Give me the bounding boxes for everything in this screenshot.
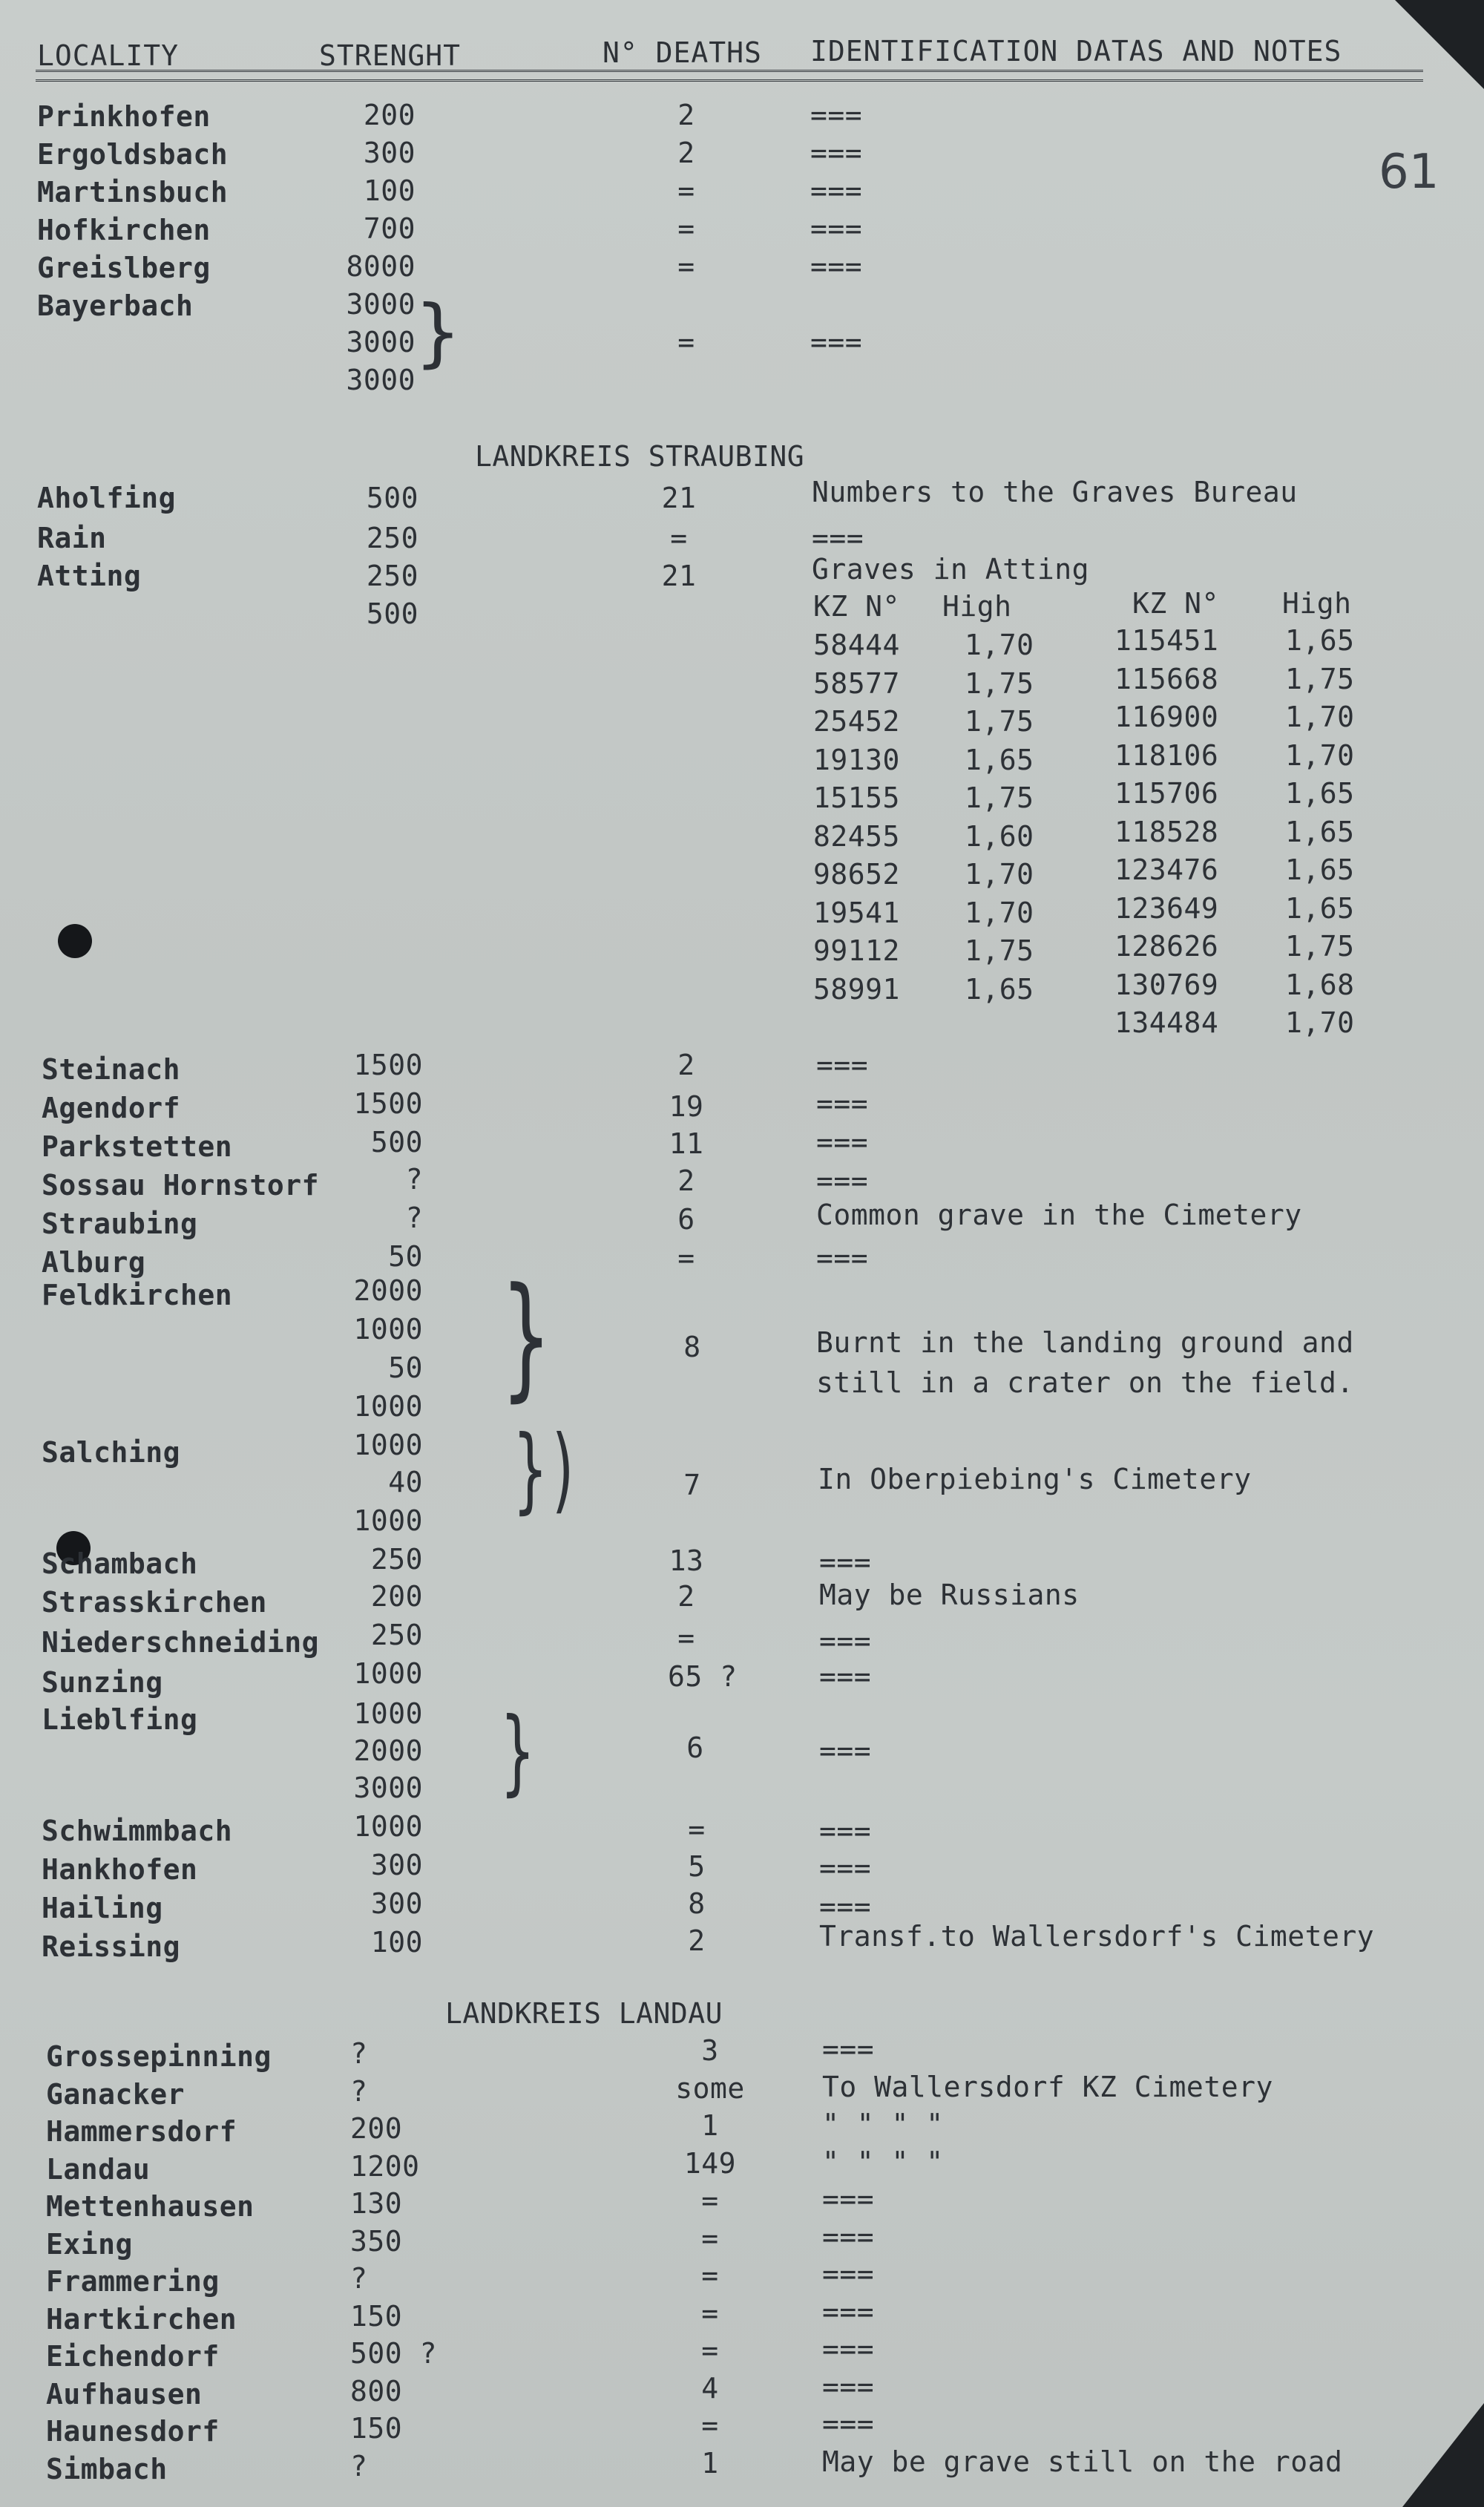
kz-number: 25452 bbox=[813, 705, 900, 738]
strength-value: ? bbox=[350, 2037, 368, 2070]
strength-value: 300 bbox=[363, 137, 416, 169]
deaths-value: 19 bbox=[669, 1090, 704, 1123]
note-text: May be Russians bbox=[819, 1579, 1080, 1611]
strength-value: 250 bbox=[366, 560, 418, 592]
note-text: Transf.to Wallersdorf's Cimetery bbox=[819, 1920, 1375, 1953]
locality-name: Landau bbox=[46, 2152, 151, 2186]
locality-alburg: Alburg bbox=[42, 1246, 146, 1279]
strength-value: 700 bbox=[363, 212, 416, 245]
note-text: === bbox=[822, 2183, 875, 2215]
note-text: === bbox=[816, 1242, 869, 1274]
strength-value: 1500 bbox=[353, 1049, 423, 1081]
deaths-value: 4 bbox=[701, 2371, 719, 2405]
col-header-deaths: N° DEATHS bbox=[603, 36, 762, 69]
graves-high-header: High bbox=[942, 590, 1012, 623]
kz-number: 58577 bbox=[813, 666, 900, 700]
locality-ergoldsbach: Ergoldsbach bbox=[37, 138, 229, 171]
strength-value: 200 bbox=[350, 2112, 403, 2145]
height-value: 1,70 bbox=[1285, 701, 1355, 733]
kz-number: 19130 bbox=[813, 743, 900, 776]
strength-value: 500 ? bbox=[350, 2337, 437, 2370]
kz-number: 130769 bbox=[1114, 968, 1219, 1001]
note-text: === bbox=[816, 1049, 869, 1081]
kz-number: 98652 bbox=[813, 858, 900, 891]
strength-value: 3000 bbox=[346, 364, 416, 396]
note-text: === bbox=[822, 2258, 875, 2290]
height-value: 1,65 bbox=[965, 972, 1034, 1006]
locality-sossau-hornstorf: Sossau Hornstorf bbox=[42, 1169, 320, 1202]
note-text: === bbox=[822, 2408, 875, 2440]
locality-steinach: Steinach bbox=[42, 1053, 181, 1086]
locality-name: Haunesdorf bbox=[46, 2415, 220, 2448]
height-value: 1,70 bbox=[965, 629, 1034, 661]
locality-lieblfing: Lieblfing bbox=[42, 1703, 198, 1736]
graves-high-header: High bbox=[1282, 587, 1352, 620]
height-value: 1,65 bbox=[1285, 624, 1355, 657]
kz-number: 123476 bbox=[1114, 853, 1219, 886]
deaths-value: = bbox=[670, 522, 688, 554]
height-value: 1,75 bbox=[965, 934, 1034, 967]
header-rule bbox=[36, 70, 1423, 82]
locality-name: Aufhausen bbox=[46, 2377, 203, 2411]
note-text: May be grave still on the road bbox=[822, 2445, 1343, 2478]
deaths-value: 13 bbox=[669, 1544, 704, 1577]
bracket: }) bbox=[513, 1416, 581, 1524]
strength-value: 300 bbox=[370, 1849, 423, 1881]
kz-number: 58444 bbox=[813, 629, 900, 661]
note-text: === bbox=[819, 1815, 872, 1847]
deaths-value: 2 bbox=[677, 1049, 695, 1081]
deaths-value: 1 bbox=[701, 2446, 719, 2480]
strength-value: 350 bbox=[350, 2224, 403, 2258]
locality-prinkhofen: Prinkhofen bbox=[37, 100, 211, 133]
strength-value: 150 bbox=[350, 2299, 403, 2333]
note-text: === bbox=[816, 1087, 869, 1120]
kz-number: 115706 bbox=[1114, 777, 1219, 810]
deaths-value: = bbox=[701, 2296, 719, 2330]
locality-sunzing: Sunzing bbox=[42, 1666, 163, 1699]
strength-value: ? bbox=[405, 1202, 423, 1234]
height-value: 1,70 bbox=[1285, 738, 1355, 772]
locality-name: Hartkirchen bbox=[46, 2302, 237, 2336]
deaths-value: 6 bbox=[677, 1203, 695, 1236]
locality-feldkirchen: Feldkirchen bbox=[42, 1279, 233, 1311]
strength-value: 100 bbox=[363, 174, 416, 207]
section-title-straubing: LANDKREIS STRAUBING bbox=[475, 440, 805, 473]
strength-value: 250 bbox=[366, 522, 418, 554]
locality-schambach: Schambach bbox=[42, 1547, 198, 1580]
strength-value: 3000 bbox=[353, 1772, 423, 1804]
strength-value: ? bbox=[350, 2449, 368, 2483]
locality-name: Hammersdorf bbox=[46, 2115, 237, 2148]
locality-name: Eichendorf bbox=[46, 2340, 220, 2373]
graves-kz-header: KZ N° bbox=[813, 590, 900, 623]
kz-number: 115451 bbox=[1114, 624, 1219, 657]
kz-number: 118528 bbox=[1114, 815, 1219, 848]
locality-aholfing: Aholfing bbox=[37, 482, 177, 514]
height-value: 1,65 bbox=[965, 743, 1034, 776]
locality-salching: Salching bbox=[42, 1436, 181, 1469]
strength-value: 500 bbox=[370, 1126, 423, 1159]
height-value: 1,65 bbox=[1285, 777, 1355, 810]
deaths-value: = bbox=[701, 2334, 719, 2367]
kz-number: 123649 bbox=[1114, 891, 1219, 925]
strength-value: 150 bbox=[350, 2412, 403, 2445]
deaths-value: 21 bbox=[661, 482, 697, 514]
locality-parkstetten: Parkstetten bbox=[42, 1130, 233, 1163]
deaths-value: = bbox=[701, 2184, 719, 2217]
strength-value: 100 bbox=[370, 1926, 423, 1959]
locality-bayerbach: Bayerbach bbox=[37, 289, 194, 322]
strength-value: 500 bbox=[366, 597, 418, 630]
kz-number: 58991 bbox=[813, 972, 900, 1006]
kz-number: 82455 bbox=[813, 819, 900, 853]
note-text: === bbox=[810, 99, 863, 131]
kz-number: 128626 bbox=[1114, 930, 1219, 963]
locality-rain: Rain bbox=[37, 522, 107, 554]
deaths-value: = bbox=[701, 2259, 719, 2292]
deaths-value: = bbox=[701, 2221, 719, 2255]
note-text: === bbox=[819, 1660, 872, 1693]
note-text: === bbox=[816, 1164, 869, 1197]
height-value: 1,75 bbox=[1285, 930, 1355, 963]
locality-name: Mettenhausen bbox=[46, 2190, 255, 2223]
deaths-value: 21 bbox=[661, 560, 697, 592]
strength-value: ? bbox=[350, 2074, 368, 2108]
note-text: === bbox=[810, 212, 863, 245]
height-value: 1,75 bbox=[965, 666, 1034, 700]
strength-value: 250 bbox=[370, 1619, 423, 1651]
locality-hofkirchen: Hofkirchen bbox=[37, 214, 211, 246]
strength-value: 40 bbox=[388, 1466, 423, 1498]
locality-schwimmbach: Schwimmbach bbox=[42, 1815, 233, 1847]
deaths-value: = bbox=[677, 174, 695, 207]
deaths-value: 1 bbox=[701, 2109, 719, 2142]
strength-value: ? bbox=[350, 2262, 368, 2295]
locality-greislberg: Greislberg bbox=[37, 252, 211, 284]
deaths-value: = bbox=[677, 250, 695, 283]
strength-value: 1000 bbox=[353, 1429, 423, 1461]
strength-value: 130 bbox=[350, 2187, 403, 2220]
note-text: Common grave in the Cimetery bbox=[816, 1199, 1302, 1231]
note-text: === bbox=[822, 2033, 875, 2065]
col-header-locality: LOCALITY bbox=[37, 39, 180, 72]
note-text: Burnt in the landing ground and bbox=[816, 1326, 1354, 1359]
strength-value: 3000 bbox=[346, 288, 416, 321]
locality-name: Simbach bbox=[46, 2452, 168, 2485]
note-text: " " " " bbox=[822, 2108, 944, 2140]
height-value: 1,65 bbox=[1285, 891, 1355, 925]
strength-value: 200 bbox=[370, 1580, 423, 1613]
locality-name: Frammering bbox=[46, 2265, 220, 2298]
deaths-value: = bbox=[677, 1242, 695, 1274]
strength-value: 1000 bbox=[353, 1810, 423, 1843]
deaths-value: some bbox=[675, 2071, 745, 2105]
col-header-notes: IDENTIFICATION DATAS AND NOTES bbox=[810, 35, 1342, 68]
deaths-value: 8 bbox=[683, 1331, 701, 1363]
locality-hailing: Hailing bbox=[42, 1892, 163, 1924]
deaths-value: 2 bbox=[688, 1924, 706, 1957]
graves-kz-header: KZ N° bbox=[1132, 587, 1219, 620]
note-text: === bbox=[819, 1625, 872, 1657]
height-value: 1,70 bbox=[1285, 1006, 1355, 1039]
note-text: === bbox=[819, 1546, 872, 1579]
deaths-value: 8 bbox=[688, 1887, 706, 1920]
strength-value: 1000 bbox=[353, 1697, 423, 1730]
strength-value: 300 bbox=[370, 1887, 423, 1920]
strength-value: 3000 bbox=[346, 326, 416, 358]
note-text: === bbox=[810, 250, 863, 283]
height-value: 1,60 bbox=[965, 819, 1034, 853]
deaths-value: 6 bbox=[686, 1731, 704, 1764]
locality-atting: Atting bbox=[37, 560, 142, 592]
deaths-value: 149 bbox=[683, 2146, 737, 2180]
deaths-value: 2 bbox=[677, 137, 695, 169]
strength-value: 50 bbox=[388, 1351, 423, 1384]
deaths-value: 3 bbox=[701, 2034, 719, 2067]
strength-value: 1200 bbox=[350, 2149, 420, 2183]
kz-number: 19541 bbox=[813, 896, 900, 929]
deaths-value: = bbox=[677, 1622, 695, 1654]
kz-number: 116900 bbox=[1114, 701, 1219, 733]
note-text: === bbox=[812, 522, 864, 554]
page-corner-bottom-right bbox=[1402, 2403, 1484, 2507]
deaths-value: = bbox=[677, 212, 695, 245]
note-text: === bbox=[816, 1126, 869, 1159]
locality-name: Exing bbox=[46, 2227, 133, 2261]
note-text: === bbox=[810, 174, 863, 207]
strength-value: 200 bbox=[363, 99, 416, 131]
kz-number: 134484 bbox=[1114, 1006, 1219, 1039]
col-header-strength: STRENGHT bbox=[319, 39, 462, 72]
note-text: === bbox=[819, 1852, 872, 1884]
locality-name: Ganacker bbox=[46, 2077, 186, 2111]
locality-straubing: Straubing bbox=[42, 1207, 198, 1240]
height-value: 1,70 bbox=[965, 896, 1034, 929]
deaths-value: 5 bbox=[688, 1850, 706, 1883]
locality-niederschneiding: Niederschneiding bbox=[42, 1626, 320, 1659]
height-value: 1,75 bbox=[965, 705, 1034, 738]
locality-martinsbuch: Martinsbuch bbox=[37, 176, 229, 209]
strength-value: 1000 bbox=[353, 1390, 423, 1423]
note-text: === bbox=[822, 2333, 875, 2365]
locality-hankhofen: Hankhofen bbox=[42, 1853, 198, 1886]
note-text: " " " " bbox=[822, 2145, 944, 2178]
locality-reissing: Reissing bbox=[42, 1930, 181, 1963]
kz-number: 118106 bbox=[1114, 738, 1219, 772]
note-text: To Wallersdorf KZ Cimetery bbox=[822, 2070, 1273, 2103]
strength-value: 1000 bbox=[353, 1657, 423, 1690]
kz-number: 99112 bbox=[813, 934, 900, 967]
strength-value: 2000 bbox=[353, 1274, 423, 1307]
deaths-value: = bbox=[677, 326, 695, 358]
note-text: === bbox=[819, 1734, 872, 1767]
bracket: } bbox=[501, 1698, 535, 1806]
note-text: still in a crater on the field. bbox=[816, 1366, 1354, 1399]
deaths-value: 11 bbox=[669, 1127, 704, 1160]
strength-value: 800 bbox=[350, 2374, 403, 2408]
note-text: In Oberpiebing's Cimetery bbox=[818, 1463, 1252, 1495]
strength-value: 50 bbox=[388, 1240, 423, 1273]
locality-agendorf: Agendorf bbox=[42, 1092, 181, 1124]
strength-value: 8000 bbox=[346, 250, 416, 283]
note-text: === bbox=[810, 326, 863, 358]
locality-name: Grossepinning bbox=[46, 2040, 272, 2073]
strength-value: 1000 bbox=[353, 1313, 423, 1346]
height-value: 1,70 bbox=[965, 858, 1034, 891]
punch-hole-upper bbox=[58, 924, 92, 958]
note-text: === bbox=[810, 137, 863, 169]
section-title-landau: LANDKREIS LANDAU bbox=[445, 1997, 723, 2030]
deaths-value: 2 bbox=[677, 1580, 695, 1613]
kz-number: 15155 bbox=[813, 781, 900, 814]
height-value: 1,75 bbox=[965, 781, 1034, 814]
deaths-value: = bbox=[701, 2409, 719, 2442]
deaths-value: 2 bbox=[677, 99, 695, 131]
strength-value: 250 bbox=[370, 1543, 423, 1576]
note-text: Numbers to the Graves Bureau bbox=[812, 476, 1298, 508]
deaths-value: 2 bbox=[677, 1164, 695, 1197]
note-text: === bbox=[822, 2295, 875, 2328]
strength-value: ? bbox=[405, 1163, 423, 1196]
note-text: === bbox=[819, 1890, 872, 1923]
kz-number: 115668 bbox=[1114, 662, 1219, 695]
deaths-value: 65 ? bbox=[668, 1660, 738, 1693]
height-value: 1,65 bbox=[1285, 853, 1355, 886]
deaths-value: 7 bbox=[683, 1469, 701, 1501]
height-value: 1,65 bbox=[1285, 815, 1355, 848]
note-text: Graves in Atting bbox=[812, 553, 1090, 586]
page-number: 61 bbox=[1379, 145, 1439, 200]
bracket: } bbox=[502, 1259, 551, 1415]
bracket: } bbox=[416, 289, 461, 376]
strength-value: 1000 bbox=[353, 1504, 423, 1537]
strength-value: 2000 bbox=[353, 1734, 423, 1767]
height-value: 1,75 bbox=[1285, 662, 1355, 695]
strength-value: 500 bbox=[366, 482, 418, 514]
deaths-value: = bbox=[688, 1813, 706, 1846]
note-text: === bbox=[822, 2370, 875, 2403]
height-value: 1,68 bbox=[1285, 968, 1355, 1001]
locality-strasskirchen: Strasskirchen bbox=[42, 1586, 267, 1619]
strength-value: 1500 bbox=[353, 1087, 423, 1120]
note-text: === bbox=[822, 2220, 875, 2253]
